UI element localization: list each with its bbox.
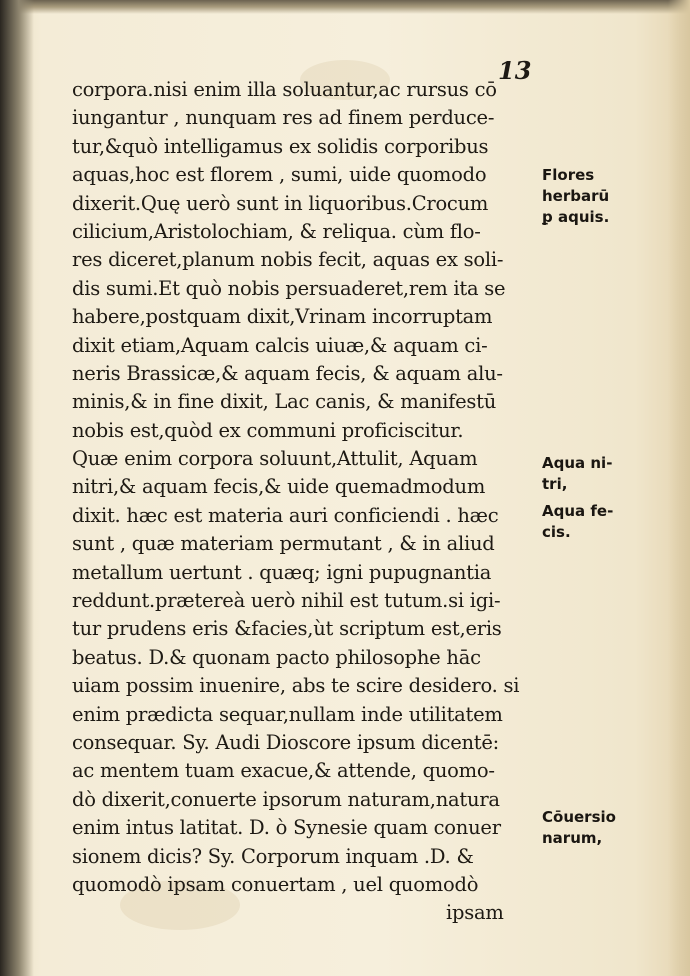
margin-note [542,453,612,495]
text-line: Quæ enim corpora soluunt,Attulit, Aquam [72,447,478,471]
margin-note [542,501,613,543]
page-edge [668,0,690,976]
text-line: ipsam [446,901,504,925]
text-line: enim prædicta sequar,nullam inde utilitatem [72,702,503,726]
text-line: nitri,& aquam fecis,& uide quemadmodum [72,475,486,499]
margin-note-line: Aqua ni- [542,454,613,472]
text-line: consequar. Sy. Audi Dioscore ipsum dicentē: [72,730,500,754]
text-line: dis sumi.Et quò nobis persuaderet,rem ita se [72,276,506,300]
text-line: habere,postquam dixit,Vrinam incorruptam [72,305,493,329]
text-line: iungantur , nunquam res ad finem perduce- [72,106,495,130]
margin-note-line: herbarū [542,187,610,205]
text-line: minis,& in fine dixit, Lac canis, & manifestū [72,390,497,414]
text-line: reddunt.prætereà uerò nihil est tutum.si igi- [72,589,501,613]
text-line: ac mentem tuam exacue,& attende, quomo- [72,759,495,783]
margin-note-line: Cōuersio [542,808,616,826]
text-line: dò dixerit,conuerte ipsorum naturam,natura [72,787,500,811]
binding-gutter [0,0,34,976]
margin-note-line: cis. [542,523,571,541]
text-line: tur,&quò intelligamus ex solidis corporibus [72,134,489,158]
margin-note-line: narum, [542,829,603,847]
text-line: beatus. D.& quonam pacto philosophe hāc [72,645,481,669]
text-line: quomodò ipsam conuertam , uel quomodò [72,872,479,896]
body-text [72,76,537,928]
text-line: nobis est,quòd ex communi proficiscitur. [72,418,464,442]
margin-note-line: Flores [542,166,595,184]
margin-note-line: ꝑ aquis. [542,208,610,226]
text-line: corpora.nisi enim illa soluantur,ac rursus cō [72,78,497,101]
text-line: uiam possim inuenire, abs te scire desidero. si [72,674,520,698]
text-line: metallum uertunt . quæq; igni pupugnantia [72,560,492,584]
text-line: enim intus latitat. D. ò Synesie quam conuer [72,816,501,840]
margin-note-line: Aqua fe- [542,502,614,520]
margin-note [542,165,609,228]
text-line: neris Brassicæ,& aquam fecis, & aquam alu- [72,361,503,385]
text-line: dixerit.Quę uerò sunt in liquoribus.Crocum [72,191,489,215]
text-line: aquas,hoc est florem , sumi, uide quomodo [72,163,487,187]
text-line: cilicium,Aristolochiam, & reliqua. cùm flo- [72,219,481,243]
margin-note-line: tri, [542,475,568,493]
text-line: sunt , quæ materiam permutant , & in aliud [72,532,495,556]
page-number: 13 [498,56,532,85]
page-top-shadow [0,0,690,14]
text-line: tur prudens eris &facies,ùt scriptum est,eris [72,617,502,641]
bleed-through-text: ⁠ ⁠ ⁠ [540,250,548,267]
text-line: dixit etiam,Aquam calcis uiuæ,& aquam ci- [72,333,488,357]
text-line: dixit. hæc est materia auri conficiendi . hæc [72,503,499,527]
margin-note [542,807,616,849]
text-line: sionem dicis? Sy. Corporum inquam .D. & [72,844,474,868]
text-line: res diceret,planum nobis fecit, aquas ex soli- [72,248,504,272]
